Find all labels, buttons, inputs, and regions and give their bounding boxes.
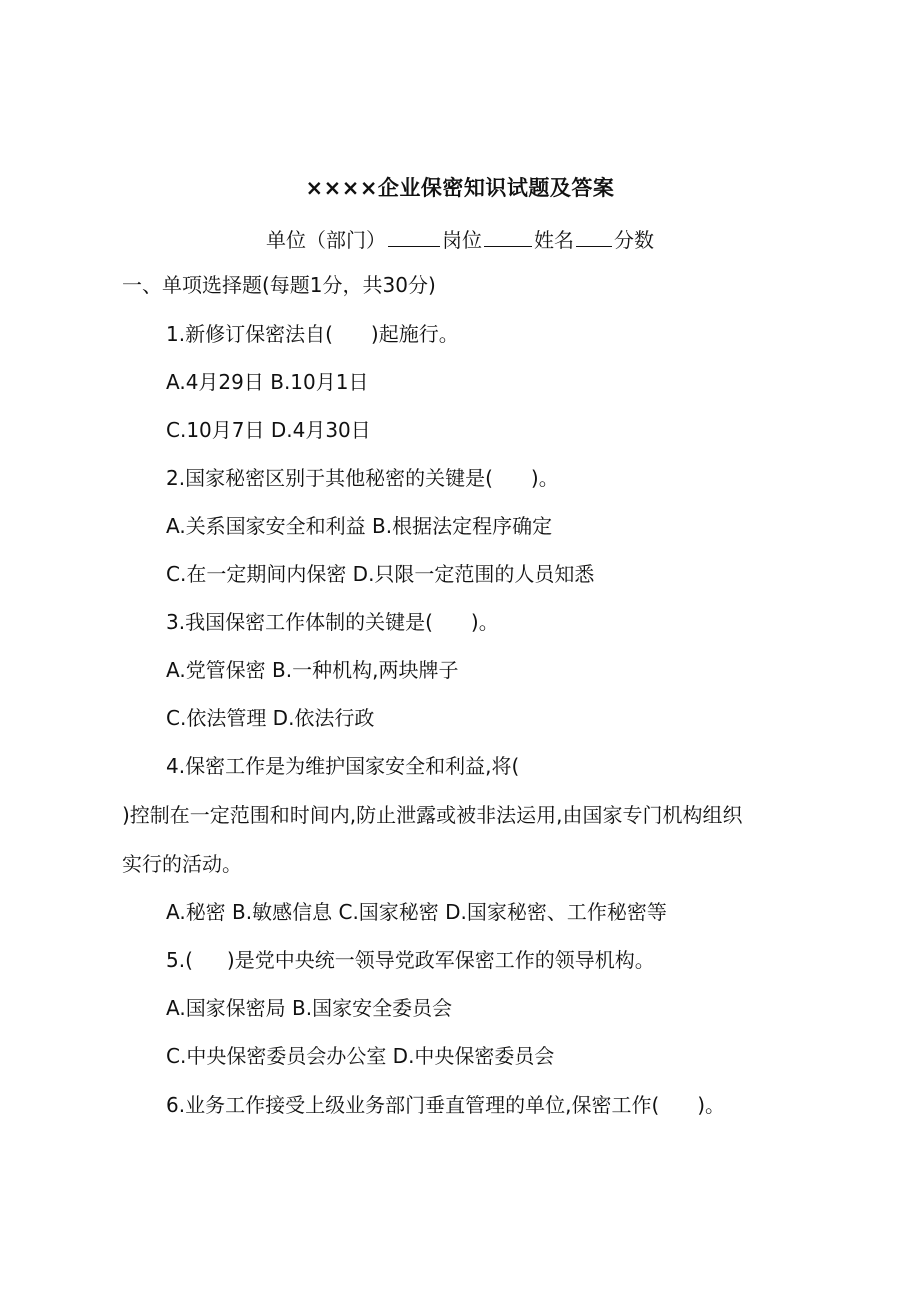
question-line — [166, 320, 459, 348]
question-line: 4.保密工作是为维护国家安全和利益,将( — [166, 754, 520, 778]
option-line: A.党管保密 B.一种机构,两块牌子 — [166, 658, 459, 682]
question-text: 6.业务工作接受上级业务部门垂直管理的单位,保密工作( — [166, 1093, 660, 1117]
question-text: 2.国家秘密区别于其他秘密的关键是( — [166, 466, 493, 490]
option-line: A.国家保密局 B.国家安全委员会 — [166, 996, 453, 1020]
name-blank[interactable] — [576, 228, 612, 247]
option-line: C.在一定期间内保密 D.只限一定范围的人员知悉 — [166, 562, 595, 586]
option-line: A.关系国家安全和利益 B.根据法定程序确定 — [166, 514, 553, 538]
post-label: 岗位 — [442, 228, 482, 252]
option-line: A.秘密 B.敏感信息 C.国家秘密 D.国家秘密、工作秘密等 — [166, 900, 667, 924]
question-text-end: )。 — [530, 466, 559, 490]
document-title: ××××企业保密知识试题及答案 — [305, 176, 615, 200]
score-label: 分数 — [614, 228, 654, 252]
question-text: 1.新修订保密法自( — [166, 322, 333, 346]
question-text-end: )。 — [470, 610, 499, 634]
name-label: 姓名 — [534, 228, 574, 252]
question-text-end: )是党中央统一领导党政军保密工作的领导机构。 — [226, 948, 655, 972]
question-continuation: 实行的活动。 — [122, 852, 242, 876]
option-line: C.10月7日 D.4月30日 — [166, 418, 371, 442]
question-line — [166, 1091, 725, 1119]
option-line: A.4月29日 B.10月1日 — [166, 370, 369, 394]
question-line — [166, 946, 655, 974]
question-line — [166, 608, 499, 636]
section-heading: 一、单项选择题(每题1分，共30分) — [122, 273, 436, 297]
respondent-info-line — [0, 224, 920, 253]
question-text: 5.( — [166, 948, 193, 972]
question-text: 3.我国保密工作体制的关键是( — [166, 610, 433, 634]
unit-label: 单位（部门） — [266, 228, 386, 252]
question-text-end: )起施行。 — [370, 322, 459, 346]
question-line — [166, 464, 559, 492]
question-text-end: )。 — [697, 1093, 726, 1117]
unit-blank[interactable] — [388, 228, 440, 247]
option-line: C.中央保密委员会办公室 D.中央保密委员会 — [166, 1044, 555, 1068]
question-continuation: )控制在一定范围和时间内,防止泄露或被非法运用,由国家专门机构组织 — [122, 803, 743, 827]
post-blank[interactable] — [484, 228, 532, 247]
option-line: C.依法管理 D.依法行政 — [166, 706, 375, 730]
